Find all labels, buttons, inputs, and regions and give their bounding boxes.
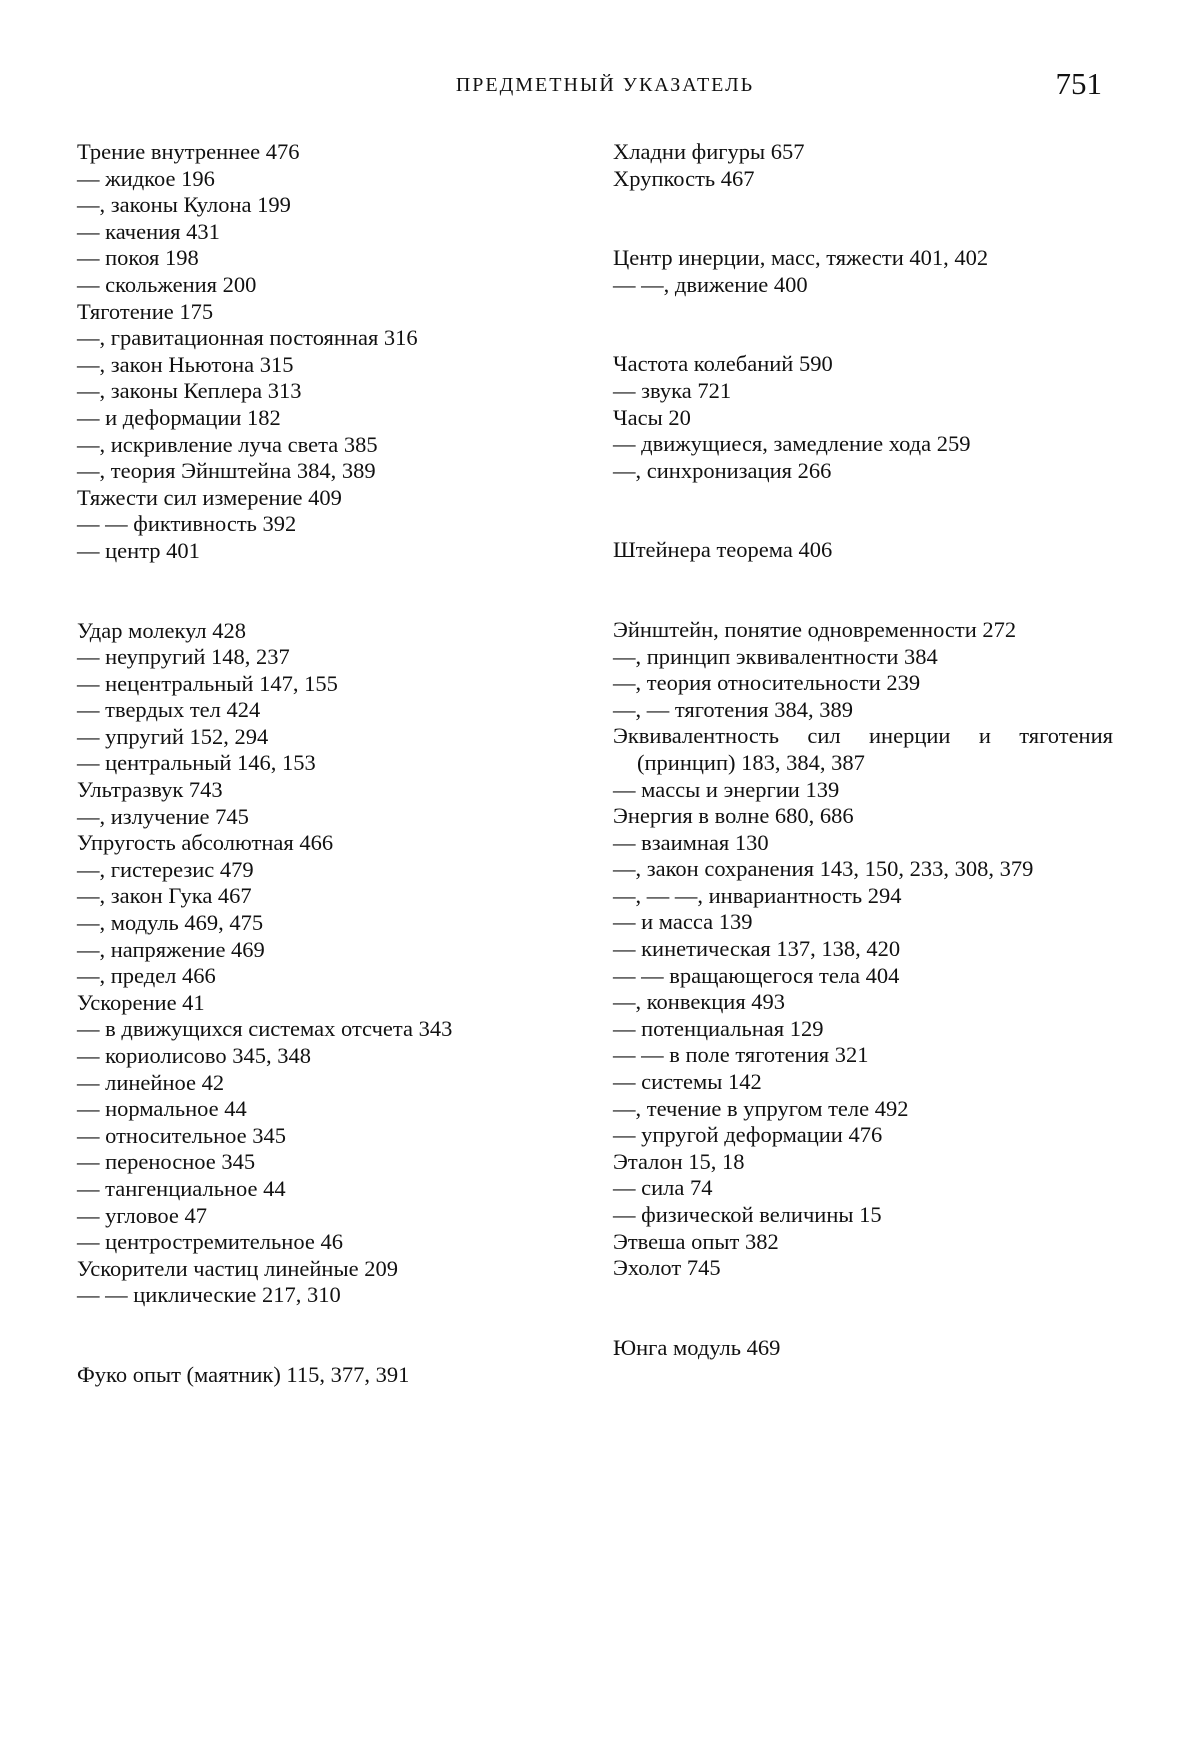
index-entry: —, конвекция 493 bbox=[613, 989, 786, 1015]
index-entry: Эквивалентность сил инерции и тяготения (принцип) 183, 384, 387 bbox=[613, 723, 1113, 775]
index-entry: — — в поле тяготения 321 bbox=[613, 1042, 869, 1068]
index-entry: Ультразвук 743 bbox=[77, 777, 223, 803]
index-entry: — твердых тел 424 bbox=[77, 697, 261, 723]
index-group-kh bbox=[613, 139, 1113, 192]
running-title: ПРЕДМЕТНЫЙ УКАЗАТЕЛЬ bbox=[455, 74, 755, 96]
index-entry: — угловое 47 bbox=[77, 1202, 208, 1228]
index-entry: — взаимная 130 bbox=[613, 829, 769, 855]
index-entry: Упругость абсолютная 466 bbox=[77, 830, 334, 856]
index-entry: Этвеша опыт 382 bbox=[613, 1228, 779, 1254]
index-entry: Эйнштейн, понятие одновременности 272 bbox=[613, 616, 1017, 642]
index-entry: — качения 431 bbox=[77, 218, 220, 244]
index-entry: — центр 401 bbox=[77, 537, 200, 563]
index-entry: — и деформации 182 bbox=[77, 404, 281, 430]
index-entry: — — фиктивность 392 bbox=[77, 511, 297, 537]
page-number: 751 bbox=[1055, 66, 1102, 101]
index-entry: —, законы Кеплера 313 bbox=[77, 378, 302, 404]
index-group-f bbox=[77, 1362, 577, 1389]
index-entry: — неупругий 148, 237 bbox=[77, 644, 290, 670]
group-spacer bbox=[613, 1282, 1113, 1335]
index-entry: — в движущихся системах отсчета 343 bbox=[77, 1016, 453, 1042]
index-entry: — звука 721 bbox=[613, 377, 732, 403]
index-entry: — нецентральный 147, 155 bbox=[77, 670, 338, 696]
index-entry: — относительное 345 bbox=[77, 1122, 287, 1148]
group-spacer bbox=[613, 564, 1113, 617]
index-entry: — линейное 42 bbox=[77, 1069, 225, 1095]
index-entry: — системы 142 bbox=[613, 1069, 762, 1095]
index-entry: — движущиеся, замедление хода 259 bbox=[613, 431, 971, 457]
index-entry: — центральный 146, 153 bbox=[77, 750, 316, 776]
group-spacer bbox=[77, 1309, 577, 1362]
index-entry: —, синхронизация 266 bbox=[613, 457, 832, 483]
index-column-right bbox=[613, 139, 1113, 1361]
index-entry: — — циклические 217, 310 bbox=[77, 1282, 341, 1308]
index-entry: Тяготение 175 bbox=[77, 298, 214, 324]
index-entry: —, принцип эквивалентности 384 bbox=[613, 643, 938, 669]
index-entry: — физической величины 15 bbox=[613, 1202, 882, 1227]
index-entry: — центростремительное 46 bbox=[77, 1229, 343, 1255]
group-spacer bbox=[613, 192, 1113, 245]
index-entry: —, — тяготения 384, 389 bbox=[613, 696, 854, 722]
index-group-e bbox=[613, 617, 1113, 1282]
index-entry: Юнга модуль 469 bbox=[613, 1334, 781, 1360]
index-entry: Ускорители частиц линейные 209 bbox=[77, 1255, 398, 1281]
group-spacer bbox=[77, 565, 577, 618]
index-entry: — кинетическая 137, 138, 420 bbox=[613, 936, 901, 962]
index-entry: — тангенциальное 44 bbox=[77, 1175, 286, 1201]
index-entry: —, течение в упругом теле 492 bbox=[613, 1095, 909, 1121]
index-entry: Трение внутреннее 476 bbox=[77, 139, 300, 164]
index-entry: —, предел 466 bbox=[77, 963, 216, 989]
index-entry: —, искривление луча света 385 bbox=[77, 431, 378, 457]
index-entry: — скольжения 200 bbox=[77, 271, 257, 297]
index-entry: — и масса 139 bbox=[613, 909, 753, 935]
group-spacer bbox=[613, 484, 1113, 537]
index-entry: Фуко опыт (маятник) 115, 377, 391 bbox=[77, 1361, 410, 1387]
index-entry: Штейнера теорема 406 bbox=[613, 537, 833, 563]
index-group-ts bbox=[613, 245, 1113, 298]
index-entry: — сила 74 bbox=[613, 1175, 713, 1201]
index-entry: Эхолот 745 bbox=[613, 1255, 721, 1281]
index-entry: Хладни фигуры 657 bbox=[613, 139, 805, 164]
index-entry: —, модуль 469, 475 bbox=[77, 910, 264, 936]
index-entry: —, закон Ньютона 315 bbox=[77, 351, 294, 377]
index-entry: —, закон Гука 467 bbox=[77, 883, 252, 909]
index-entry: Часы 20 bbox=[613, 404, 691, 430]
index-entry: Удар молекул 428 bbox=[77, 617, 246, 643]
index-entry: — переносное 345 bbox=[77, 1149, 256, 1175]
index-entry: Частота колебаний 590 bbox=[613, 351, 833, 377]
index-column-left bbox=[77, 139, 577, 1389]
index-entry: —, напряжение 469 bbox=[77, 936, 265, 962]
index-entry: — покоя 198 bbox=[77, 245, 199, 271]
index-group-sh bbox=[613, 537, 1113, 564]
index-entry: —, законы Кулона 199 bbox=[77, 192, 291, 218]
index-entry: —, гистерезис 479 bbox=[77, 856, 254, 882]
index-entry: — массы и энергии 139 bbox=[613, 776, 840, 802]
index-entry: Тяжести сил измерение 409 bbox=[77, 484, 342, 510]
group-spacer bbox=[613, 298, 1113, 351]
index-entry: — потенциальная 129 bbox=[613, 1015, 824, 1041]
index-entry: — жидкое 196 bbox=[77, 165, 215, 191]
index-entry: —, теория относительности 239 bbox=[613, 670, 921, 696]
index-entry: —, — —, инвариантность 294 bbox=[613, 882, 902, 908]
index-group-t bbox=[77, 139, 577, 565]
index-entry: Центр инерции, масс, тяжести 401, 402 bbox=[613, 245, 989, 271]
index-group-ch bbox=[613, 351, 1113, 484]
index-entry: Энергия в волне 680, 686 bbox=[613, 803, 854, 829]
index-group-yu bbox=[613, 1335, 1113, 1362]
index-entry: Ускорение 41 bbox=[77, 989, 205, 1015]
index-entry: —, гравитационная постоянная 316 bbox=[77, 325, 418, 351]
index-entry: — упругой деформации 476 bbox=[613, 1122, 883, 1148]
index-entry: — — вращающегося тела 404 bbox=[613, 962, 900, 988]
index-group-u bbox=[77, 618, 577, 1309]
index-entry: — нормальное 44 bbox=[77, 1096, 247, 1122]
index-entry: — кориолисово 345, 348 bbox=[77, 1043, 312, 1068]
index-entry: —, закон сохранения 143, 150, 233, 308, 379 bbox=[613, 856, 1034, 882]
index-entry: Эталон 15, 18 bbox=[613, 1148, 745, 1174]
index-entry: Хрупкость 467 bbox=[613, 165, 755, 191]
index-entry: —, теория Эйнштейна 384, 389 bbox=[77, 458, 376, 484]
index-entry: — —, движение 400 bbox=[613, 271, 808, 297]
index-entry: — упругий 152, 294 bbox=[77, 723, 269, 749]
index-entry: —, излучение 745 bbox=[77, 803, 249, 829]
